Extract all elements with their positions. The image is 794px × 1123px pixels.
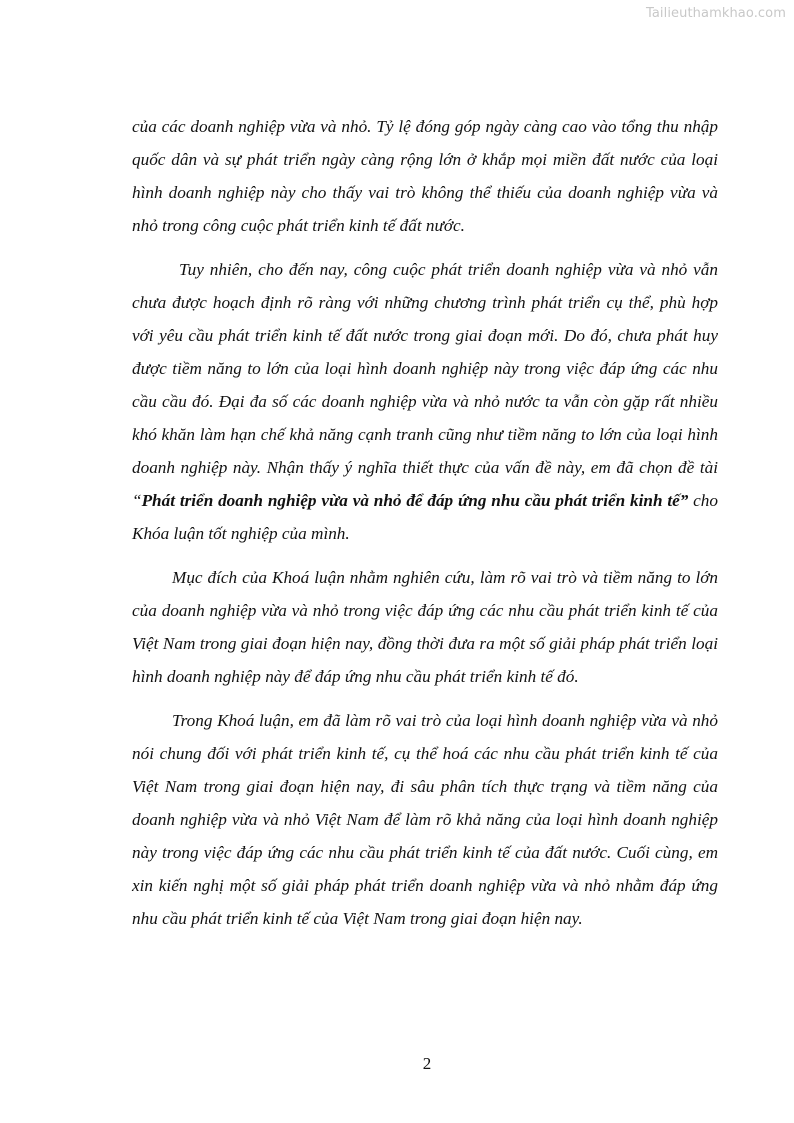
paragraph-2-text-before: Tuy nhiên, cho đến nay, công cuộc phát triển doanh nghiệp vừa và nhỏ vẫn chưa được hoạch định rõ ràng với những chương trình phát triển cụ thể, phù hợp với yêu cầu phát triển kinh tế đất nước trong giai đoạn mới. Do đó, chưa phát huy được tiềm năng to lớn của loại hình doanh nghiệp này trong việc đáp ứng các nhu cầu cầu đó. Đại đa số các doanh nghiệp vừa và nhỏ nước ta vẫn còn gặp rất nhiều khó khăn làm hạn chế khả năng cạnh tranh cũng như tiềm năng to lớn của loại hình doanh nghiệp này. Nhận thấy ý nghĩa thiết thực của vấn đề này, em đã chọn đề tài “ — [132, 260, 718, 510]
watermark: Tailieuthamkhao.com — [645, 6, 786, 21]
paragraph-1: của các doanh nghiệp vừa và nhỏ. Tỷ lệ đóng góp ngày càng cao vào tổng thu nhập quốc dân và sự phát triển ngày càng rộng lớn ở khắp mọi miền đất nước của loại hình doanh nghiệp này cho thấy vai trò không thể thiếu của doanh nghiệp vừa và nhỏ trong công cuộc phát triển kinh tế đất nước. — [132, 117, 718, 235]
paragraph-4: Trong Khoá luận, em đã làm rõ vai trò của loại hình doanh nghiệp vừa và nhỏ nói chung đối với phát triển kinh tế, cụ thể hoá các nhu cầu phát triển kinh tế của Việt Nam trong giai đoạn hiện nay, đi sâu phân tích thực trạng và tiềm năng của doanh nghiệp vừa và nhỏ Việt Nam để làm rõ khả năng của loại hình doanh nghiệp này trong việc đáp ứng các nhu cầu phát triển kinh tế của đất nước. Cuối cùng, em xin kiến nghị một số giải pháp phát triển doanh nghiệp vừa và nhỏ nhằm đáp ứng nhu cầu phát triển kinh tế của Việt Nam trong giai đoạn hiện nay. — [132, 711, 718, 928]
paragraph-3: Mục đích của Khoá luận nhằm nghiên cứu, làm rõ vai trò và tiềm năng to lớn của doanh nghiệp vừa và nhỏ trong việc đáp ứng các nhu cầu phát triển kinh tế của Việt Nam trong giai đoạn hiện nay, đồng thời đưa ra một số giải pháp phát triển loại hình doanh nghiệp này để đáp ứng nhu cầu phát triển kinh tế đó. — [132, 568, 718, 686]
page-number: 2 — [422, 1054, 432, 1073]
paragraph-2 — [132, 253, 718, 550]
document-body — [132, 110, 718, 946]
paragraph-2-text-after: cho Khóa luận tốt nghiệp của mình. — [132, 491, 718, 543]
thesis-title: Phát triển doanh nghiệp vừa và nhỏ để đáp ứng nhu cầu phát triển kinh tế” — [141, 491, 689, 510]
